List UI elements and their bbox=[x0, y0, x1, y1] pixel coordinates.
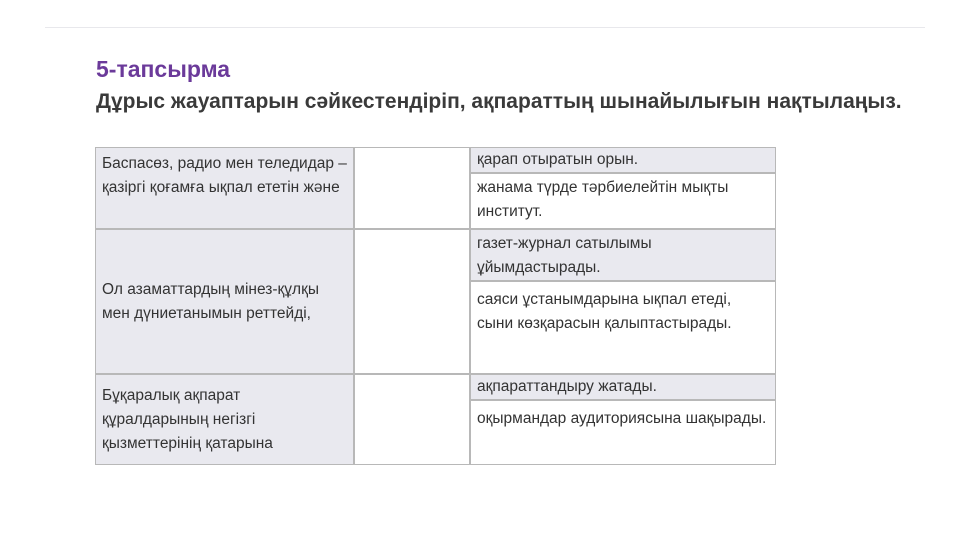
statement-cell-1 bbox=[95, 147, 354, 229]
matching-table bbox=[95, 147, 776, 465]
statement-text-1: Баспасөз, радио мен теледидар – қазіргі қоғамға ықпал ететін және bbox=[102, 155, 347, 196]
option-text-4: саяси ұстанымдарына ықпал етеді, сыни көзқарасын қалыптастырады. bbox=[477, 291, 732, 332]
statement-text-2: Ол азаматтардың мінез-құлқы мен дүниетанымын реттейді, bbox=[102, 280, 320, 322]
option-cell-5 bbox=[470, 374, 776, 400]
task-instruction: Дұрыс жауаптарын сәйкестендіріп, ақпараттың шынайылығын нақтылаңыз. bbox=[96, 90, 902, 113]
option-cell-6 bbox=[470, 400, 776, 465]
option-text-3: газет-журнал сатылымы ұйымдастырады. bbox=[477, 235, 652, 276]
top-divider bbox=[45, 27, 925, 28]
option-cell-2 bbox=[470, 173, 776, 229]
statement-text-3: Бұқаралық ақпарат құралдарының негізгі қызметтерінің қатарына bbox=[102, 386, 273, 452]
answer-blank-1[interactable] bbox=[354, 147, 470, 229]
statement-cell-3 bbox=[95, 374, 354, 465]
option-cell-4 bbox=[470, 281, 776, 374]
answer-blank-2[interactable] bbox=[354, 229, 470, 374]
statement-cell-2 bbox=[95, 229, 354, 374]
option-text-5: ақпараттандыру жатады. bbox=[477, 378, 657, 395]
option-text-6: оқырмандар аудиториясына шақырады. bbox=[477, 410, 767, 427]
option-cell-1 bbox=[470, 147, 776, 173]
option-text-1: қарап отыратын орын. bbox=[477, 151, 639, 168]
option-text-2: жанама түрде тәрбиелейтін мықты институт. bbox=[477, 179, 729, 220]
option-cell-3 bbox=[470, 229, 776, 281]
task-title: 5-тапсырма bbox=[96, 56, 231, 82]
answer-blank-3[interactable] bbox=[354, 374, 470, 465]
